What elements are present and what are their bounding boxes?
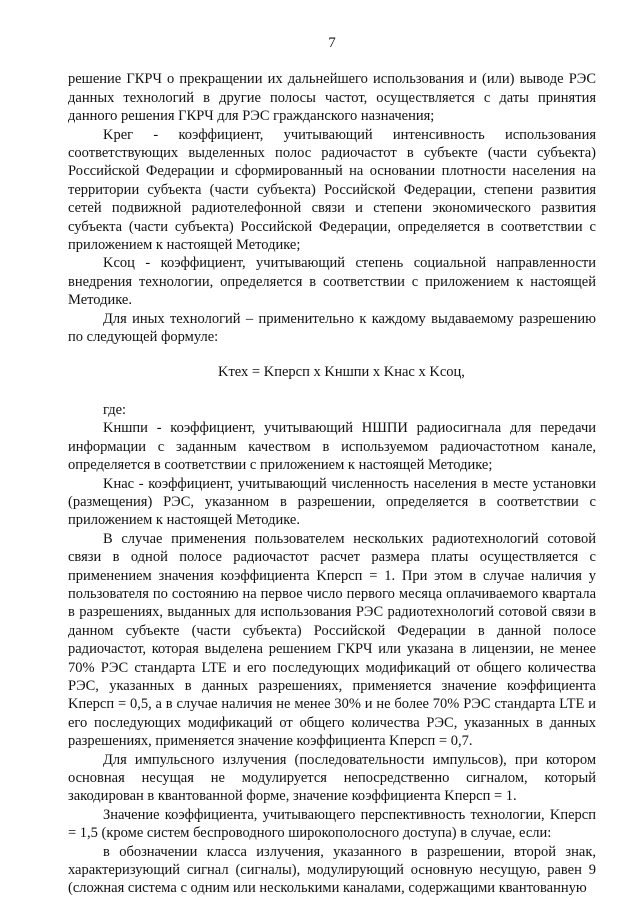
paragraph-emission-class: в обозначении класса излучения, указанного в разрешении, второй знак, характеризующий сигнал (сигналы), модулирующий основную несущую, равен 9 (сложная система с одним или несколькими каналами, содержащими квантованную — [68, 843, 596, 897]
paragraph-k-reg: Kрег - коэффициент, учитывающий интенсивность использования соответствующих выделенных полос радиочастот в субъекте (части субъекта) Российской Федерации и сформированный на основании плотности населения на территории субъекта (части субъекта) Российской Федерации, степени развития сетей подвижной радиотелефонной связи и степени экономического развития субъекта (части субъекта) Российской Федерации, определяется в соответствии с приложением к настоящей Методике; — [68, 126, 596, 254]
paragraph-k-nas: Kнас - коэффициент, учитывающий численность населения в месте установки (размещения) РЭС, указанном в разрешении, определяется в соответствии с приложением к настоящей Методике. — [68, 475, 596, 529]
paragraph-1: решение ГКРЧ о прекращении их дальнейшего использования и (или) выводе РЭС данных технологий в другие полосы частот, осуществляется с даты принятия данного решения ГКРЧ для РЭС гражданского назначения; — [68, 71, 596, 125]
paragraph-k-nshpi: Kншпи - коэффициент, учитывающий НШПИ радиосигнала для передачи информации с заданным качеством в используемом радиочастотном канале, определяется в соответствии с приложением к настоящей Методике; — [68, 420, 596, 474]
paragraph-k-persp-value: Значение коэффициента, учитывающего перспективность технологии, Kперсп = 1,5 (кроме систем беспроводного широкополосного доступа) в случае, если: — [68, 806, 596, 842]
paragraph-impulse: Для импульсного излучения (последовательности импульсов), при котором основная несущая не модулируется непосредственно сигналом, который закодирован в квантованной форме, значение коэффициента Kперсп = 1. — [68, 751, 596, 805]
document-page — [68, 34, 596, 898]
paragraph-other-tech: Для иных технологий – применительно к каждому выдаваемому разрешению по следующей формуле: — [68, 310, 596, 346]
page-number: 7 — [328, 35, 336, 51]
formula-k-tech: Kтех = Kперсп x Kншпи x Kнас x Kсоц, — [218, 363, 465, 380]
paragraph-k-soc: Kсоц - коэффициент, учитывающий степень социальной направленности внедрения технологии, определяется в соответствии с приложением к настоящей Методике. — [68, 255, 596, 309]
paragraph-multi-tech: В случае применения пользователем нескольких радиотехнологий сотовой связи в одной полосе радиочастот расчет размера платы осуществляется с применением значения коэффициента Kперсп = 1. При этом в случае наличия у пользователя по состоянию на первое число первого месяца оплачиваемого квартала в разрешениях, выданных для использования РЭС радиотехнологий сотовой связи в данном субъекте (части субъекта) Российской Федерации в данной полосе радиочастот, которая выделена решением ГКРЧ или указана в лицензии, не менее 70% РЭС стандарта LTE и его последующих модификаций от общего количества РЭС, указанных в данных разрешениях, применяется значение коэффициента Kперсп = 0,5, а в случае наличия не менее 30% и не более 70% РЭС стандарта LTE и его последующих модификаций от общего количества РЭС, указанных в данных разрешениях, применяется значение коэффициента Kперсп = 0,7. — [68, 530, 596, 750]
where-label: где: — [103, 401, 127, 418]
